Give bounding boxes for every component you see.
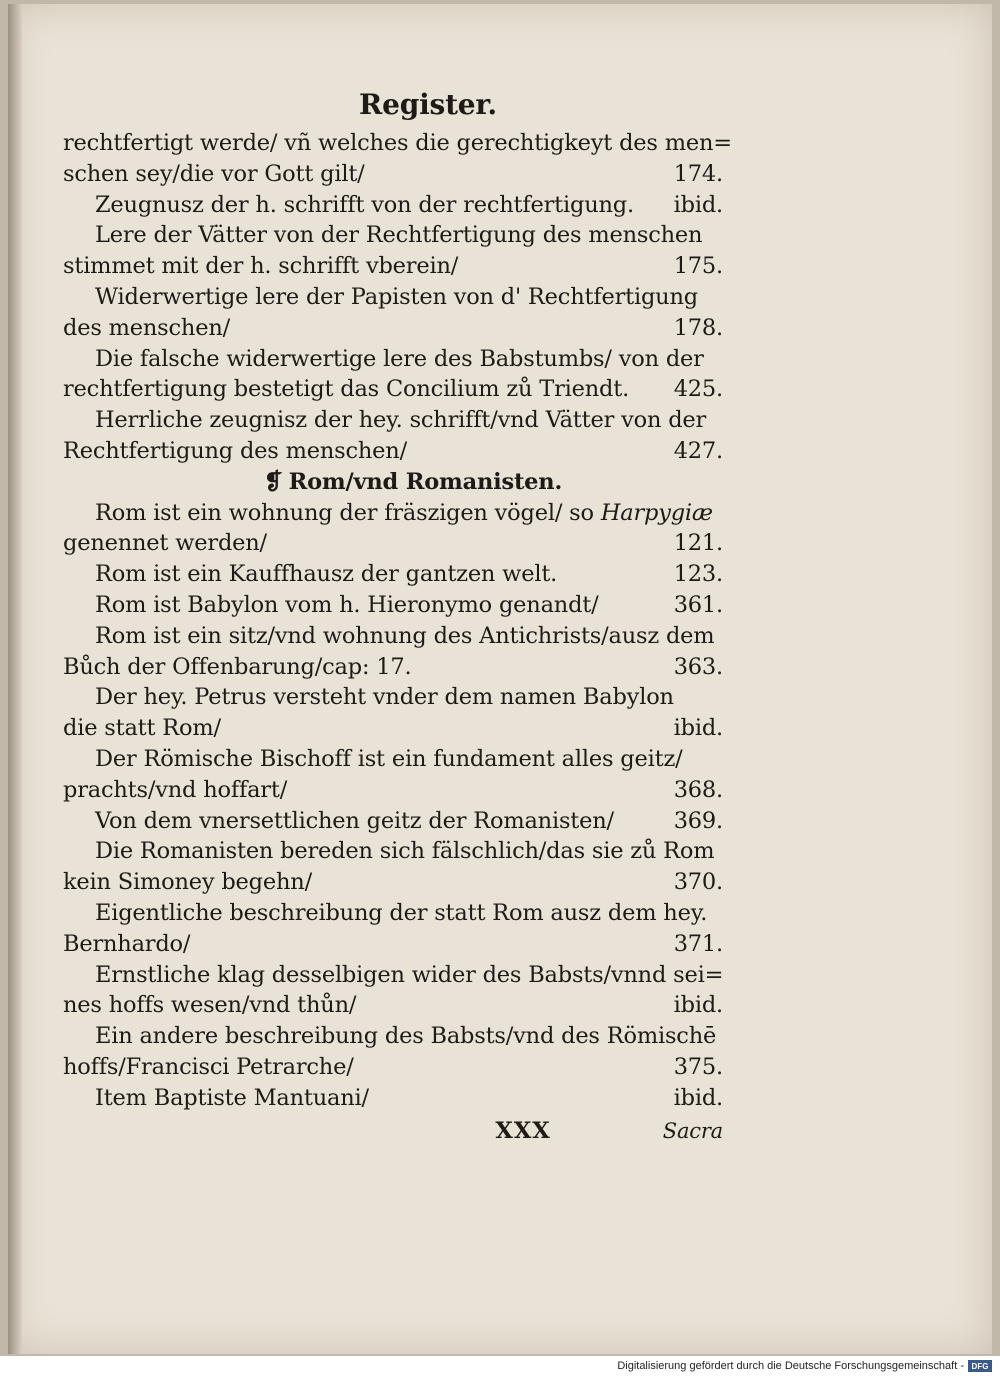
entry-text: genennet werden/: [63, 530, 267, 557]
entry-text: Widerwertige lere der Papisten von d' Rechtfertigung: [95, 283, 698, 310]
page-reference: ibid.: [673, 1084, 723, 1111]
page-reference: 368.: [673, 776, 723, 803]
entry-text: die statt Rom/: [63, 715, 221, 742]
entry-line: [63, 744, 723, 775]
entry-line: [63, 682, 723, 713]
page-reference: 425.: [673, 376, 723, 403]
page-reference: ibid.: [673, 992, 723, 1019]
entries-justification: [63, 128, 732, 467]
page-reference: 123.: [673, 561, 723, 588]
entry-text: schen sey/die vor Gott gilt/: [63, 160, 365, 187]
entry-line: [63, 867, 723, 898]
page-reference: 363.: [673, 653, 723, 680]
entry-text: Herrliche zeugnisz der hey. schrifft/vnd Vätter von der: [95, 407, 707, 434]
entry-text: prachts/vnd hoffart/: [63, 776, 288, 803]
entry-text: Rom ist ein sitz/vnd wohnung des Antichrists/ausz dem: [95, 622, 715, 649]
entry-text: Rom ist ein Kauffhausz der gantzen welt.: [95, 561, 558, 588]
entry-line: [63, 652, 723, 683]
entry-line: [63, 190, 723, 221]
entry-text: Zeugnusz der h. schrifft von der rechtfertigung.: [95, 191, 634, 218]
page-reference: [716, 1021, 776, 1052]
entry-text: Rom ist Babylon vom h. Hieronymo genandt/: [95, 591, 599, 618]
entry-text: Der hey. Petrus versteht vnder dem namen Babylon: [95, 684, 674, 711]
page-reference: 361.: [673, 591, 723, 618]
entry-text: Rechtfertigung des menschen/: [63, 437, 407, 464]
entry-line: [63, 282, 723, 313]
page-reference: ibid.: [673, 715, 723, 742]
entry-italic: Harpygiæ: [600, 499, 713, 526]
entry-line: [63, 1021, 723, 1052]
entry-line: [63, 220, 723, 251]
entry-text: Bůch der Offenbarung/cap: 17.: [63, 653, 412, 680]
page-footer: [63, 1116, 723, 1147]
entry-line: [63, 621, 723, 652]
entry-text: Bernhardo/: [63, 930, 191, 957]
page-reference: [674, 682, 734, 713]
signature-mark: XXX: [495, 1117, 551, 1144]
entry-text: stimmet mit der h. schrifft vberein/: [63, 253, 459, 280]
entry-line: [63, 498, 723, 529]
page-reference: [714, 621, 774, 652]
page-reference: 175.: [673, 253, 723, 280]
catchword: Sacra: [662, 1118, 723, 1143]
section-title: Rom/vnd Romanisten.: [288, 468, 563, 495]
entry-line: [63, 990, 723, 1021]
page-reference: [698, 282, 758, 313]
pilcrow-icon: ❡: [263, 468, 283, 495]
section-heading: [63, 467, 723, 498]
entry-line: [63, 528, 723, 559]
page-reference: [732, 128, 792, 159]
entries-rome: [63, 528, 723, 1113]
page-reference: [682, 744, 742, 775]
page-reference: [704, 344, 764, 375]
entry-line: [63, 960, 723, 991]
entry-text: Ein andere beschreibung des Babsts/vnd des Römischē: [95, 1023, 717, 1050]
entry-text: hoffs/Francisci Petrarche/: [63, 1053, 354, 1080]
entry-line: [63, 836, 723, 867]
entry-text: rechtfertigt werde/ vñ welches die gerechtigkeyt des men=: [63, 130, 732, 156]
notice-text: Digitalisierung gefördert durch die Deutsche Forschungsgemeinschaft -: [617, 1360, 964, 1372]
entry-line: [63, 159, 723, 190]
entry-line: [63, 898, 723, 929]
entry-line: [63, 374, 723, 405]
page-reference: 369.: [673, 807, 723, 834]
entry-text: Lere der Vätter von der Rechtfertigung des menschen: [95, 222, 703, 249]
entry-line: [63, 1052, 723, 1083]
page-reference: [706, 405, 766, 436]
entry-text: Von dem vnersettlichen geitz der Romanisten/: [95, 807, 614, 834]
entry-line: [63, 251, 723, 282]
page-gutter: [8, 4, 22, 1354]
entry-text: des menschen/: [63, 314, 230, 341]
entry-line: [63, 775, 723, 806]
page-reference: [707, 898, 767, 929]
page-reference: [702, 220, 762, 251]
dfg-logo: DFG: [968, 1360, 992, 1372]
entry-text: kein Simoney begehn/: [63, 869, 312, 896]
page-reference: 375.: [673, 1053, 723, 1080]
page-reference: 174.: [673, 160, 723, 187]
entry-line: [63, 929, 723, 960]
entry-text: Eigentliche beschreibung der statt Rom ausz dem hey.: [95, 899, 708, 926]
page-reference: 178.: [673, 314, 723, 341]
entry-line: [63, 405, 723, 436]
entry-line: [63, 128, 732, 159]
entry-text: nes hoffs wesen/vnd thůn/: [63, 992, 357, 1019]
page-reference: 370.: [673, 869, 723, 896]
page-reference: ibid.: [673, 191, 723, 218]
entry-line: [63, 313, 723, 344]
entry-line: [63, 559, 723, 590]
entry-text: rechtfertigung bestetigt das Concilium zů Triendt.: [63, 376, 630, 403]
entry-text: Ernstliche klag desselbigen wider des Babsts/vnnd sei=: [95, 961, 724, 988]
entry-text: Die falsche widerwertige lere des Babstumbs/ von der: [95, 345, 704, 372]
page-header: Register.: [359, 88, 497, 121]
entry-text: Die Romanisten bereden sich fälschlich/das sie zů Rom: [95, 838, 715, 865]
page-reference: 121.: [673, 530, 723, 557]
entry-line: [63, 344, 723, 375]
entry-text: Rom ist ein wohnung der fräszigen vögel/ so: [95, 499, 594, 526]
entry-line: [63, 806, 723, 837]
entry-line: [63, 713, 723, 744]
book-page: [8, 4, 992, 1354]
page-reference: 371.: [673, 930, 723, 957]
page-reference: [714, 836, 774, 867]
page-reference: [723, 960, 783, 991]
entry-text: Der Römische Bischoff ist ein fundament alles geitz/: [95, 745, 683, 772]
register-text: [63, 82, 732, 1146]
entry-line: [63, 590, 723, 621]
entry-line: [63, 1083, 723, 1114]
page-reference: 427.: [673, 437, 723, 464]
entry-text: Item Baptiste Mantuani/: [95, 1084, 369, 1111]
digitization-notice: [617, 1359, 992, 1373]
entry-line: [63, 436, 723, 467]
